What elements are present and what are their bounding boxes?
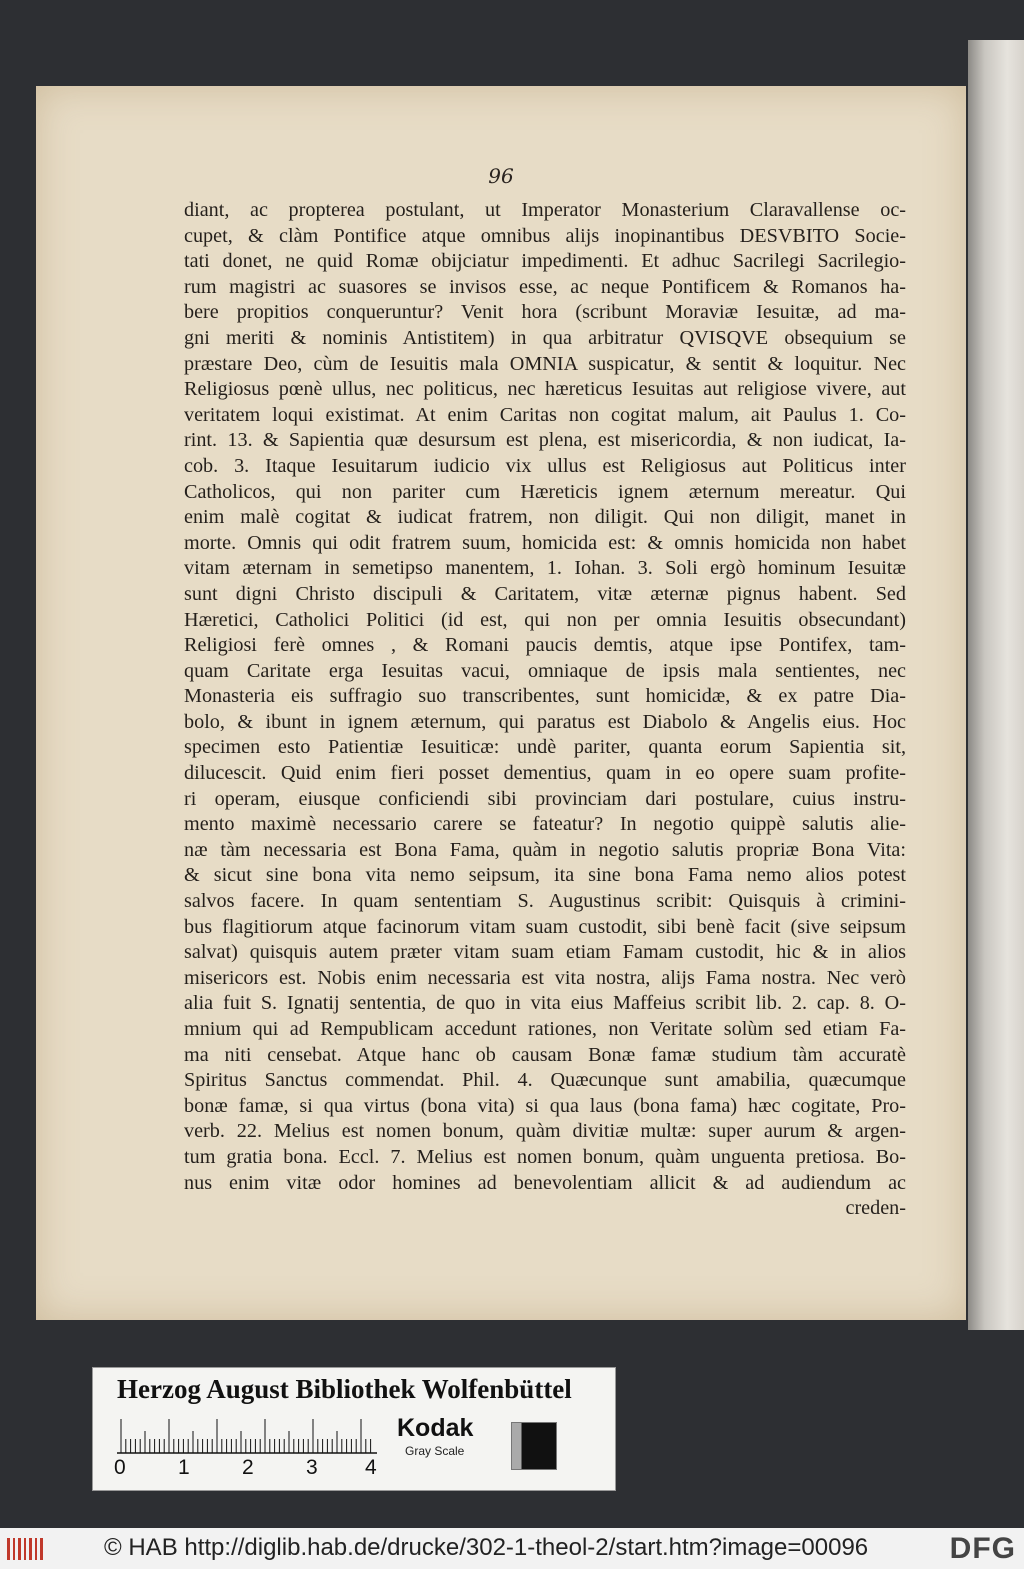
text-line: rum magistri ac suasores se invisos esse, ac neque Pontificem & Romanos ha- (184, 275, 906, 298)
text-line: misericors est. Nobis enim necessaria est vita nostra, alijs Fama nostra. Nec verò (184, 966, 906, 989)
adjacent-page-edge (968, 40, 1024, 1330)
text-line: Spiritus Sanctus commendat. Phil. 4. Quæcunque sunt amabilia, quæcumque (184, 1069, 906, 1092)
text-line: mnium qui ad Rempublicam accedunt rationes, non Veritate solùm sed etiam Fa- (184, 1018, 906, 1040)
text-line: bere propitios conqueruntur? Venit hora (scribunt Moraviæ Iesuitæ, ad ma- (184, 301, 906, 324)
text-line: sunt digni Christo discipuli & Caritatem, vitæ æternæ pignus habent. Sed (184, 582, 906, 605)
gray-scale-patch (511, 1422, 557, 1470)
hab-barcode-icon (6, 1536, 46, 1562)
gray-scale-label: Gray Scale (405, 1444, 465, 1458)
text-line: bus flagitiorum atque facinorum vitam suam custodit, sibi benè facit (sive seipsum (184, 915, 906, 938)
text-line: bolo, & ibunt in ignem æternum, qui paratus est Diabolo & Angelis eius. Hoc (184, 710, 906, 733)
text-line: rint. 13. & Sapientia quæ desursum est plena, est misericordia, & non iudicat, Ia- (184, 429, 906, 452)
text-line: creden- (845, 1197, 906, 1220)
ruler-label-0: 0 (114, 1456, 126, 1479)
text-line: nus enim vitæ odor homines ad benevolentiam allicit & ad audiendum ac (184, 1171, 906, 1194)
ruler-label-3: 3 (306, 1456, 318, 1479)
library-color-card (92, 1367, 616, 1491)
library-name: Herzog August Bibliothek Wolfenbüttel (117, 1374, 572, 1404)
text-line: Catholicos, qui non pariter cum Hæreticis ignem æternum mereatur. Qui (184, 480, 906, 503)
ruler-label-2: 2 (242, 1456, 254, 1479)
source-url[interactable]: © HAB http://diglib.hab.de/drucke/302-1-theol-2/start.htm?image=00096 (104, 1534, 869, 1561)
book-page (36, 86, 966, 1320)
dfg-logo: DFG (949, 1532, 1016, 1565)
text-line: bonæ famæ, si qua virtus (bona vita) si qua laus (bona fama) hæc cogitate, Pro- (184, 1094, 906, 1117)
text-line: enim malè cogitat & iudicat fratrem, non diligit. Qui non diligit, manet in (184, 506, 906, 529)
text-line: Religiosus pœnè ullus, nec politicus, nec hæreticus Iesuitas aut religiose vivere, aut (184, 378, 906, 401)
text-line: Religiosi ferè omnes , & Romani paucis demtis, atque ipse Pontifex, tam- (184, 634, 906, 657)
footer-bar (0, 1528, 1024, 1569)
text-line: Monasteria eis suffragio suo transcribentes, sunt homicidæ, & ex patre Dia- (184, 685, 906, 708)
ruler-label-4: 4 (365, 1456, 377, 1479)
kodak-logo: Kodak (397, 1414, 474, 1442)
text-line: mento maximè necessario carere se fateatur? In negotio quippè salutis alie- (184, 813, 906, 836)
text-line: gni meriti & nominis Antistitem) in qua arbitratur QVISQVE obsequium se (184, 326, 906, 349)
page-text-block (184, 198, 906, 1222)
text-line: salvat) quisquis autem præter vitam suam etiam Famam custodit, hic & in alios (184, 941, 906, 964)
page-number: 96 (488, 164, 514, 188)
text-line: quam Caritate erga Iesuitas vacui, omniaque de ipsis mala sentientes, nec (184, 659, 906, 682)
text-line: verb. 22. Melius est nomen bonum, quàm divitiæ multæ: super aurum & argen- (184, 1120, 906, 1143)
text-line: tati donet, ne quid Romæ obijciatur impedimenti. Et adhuc Sacrilegi Sacrilegio- (184, 250, 906, 273)
text-line: & sicut sine bona vita nemo seipsum, ita sine bona Fama nemo alios potest (184, 864, 906, 887)
text-line: Hæretici, Catholici Politici (id est, qui non per omnia Iesuitis obsecundant) (184, 608, 906, 631)
text-line: cob. 3. Itaque Iesuitarum iudicio vix ullus est Religiosus aut Politicus inter (184, 454, 906, 477)
scale-ruler (117, 1418, 377, 1454)
text-line: tum gratia bona. Eccl. 7. Melius est nomen bonum, quàm unguenta pretiosa. Bo- (184, 1145, 906, 1168)
text-line: ma niti censebat. Atque hanc ob causam Bonæ famæ studium tàm accuratè (184, 1043, 906, 1066)
text-line: vitam æternam in semetipso manentem, 1. Iohan. 3. Soli ergò hominum Iesuitæ (184, 557, 906, 580)
text-line: specimen esto Patientiæ Iesuiticæ: undè pariter, quanta eorum Sapientia sit, (184, 736, 906, 759)
text-line: ri operam, eiusque conficiendi sibi provinciam dari postulare, cuius instru- (184, 787, 906, 810)
text-line: veritatem loqui existimat. At enim Caritas non cogitat malum, ait Paulus 1. Co- (184, 403, 906, 426)
text-line: næ tàm necessaria est Bona Fama, quàm in negotio salutis propriæ Bona Vita: (184, 838, 906, 861)
text-line: morte. Omnis qui odit fratrem suum, homicida est: & omnis homicida non habet (184, 531, 906, 554)
text-line: diant, ac propterea postulant, ut Imperator Monasterium Claravallense oc- (184, 199, 906, 221)
text-line: alia fuit S. Ignatij sententia, de quo in vita eius Maffeius scribit lib. 2. cap. 8. O- (184, 992, 906, 1015)
text-line: dilucescit. Quid enim fieri posset dementius, quam in eo opere suam profite- (184, 762, 906, 785)
text-line: cupet, & clàm Pontifice atque omnibus alijs inopinantibus DESVBITO Socie- (184, 224, 906, 247)
text-line: præstare Deo, cùm de Iesuitis mala OMNIA suspicatur, & sentit & loquitur. Nec (184, 352, 906, 375)
ruler-label-1: 1 (178, 1456, 190, 1479)
text-line: salvos facere. In quam sententiam S. Augustinus scribit: Quisquis à crimini- (184, 890, 906, 913)
